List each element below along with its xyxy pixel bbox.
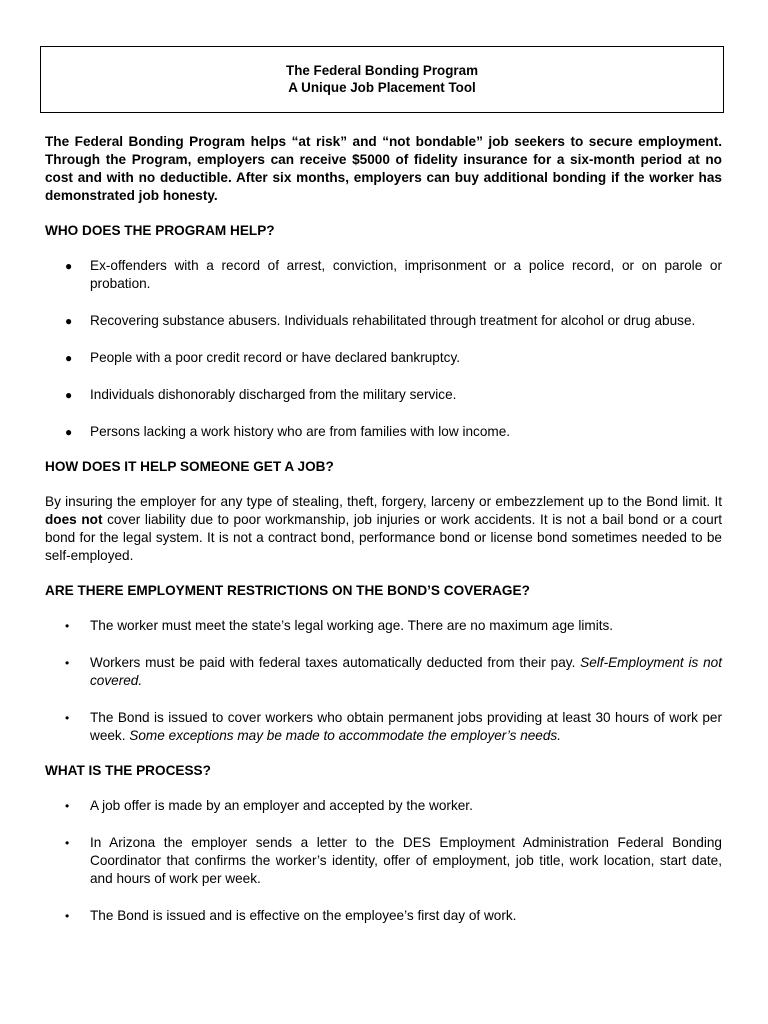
bullet-icon: ● — [65, 351, 73, 365]
bullet-icon: ● — [65, 425, 73, 439]
document-body — [45, 133, 722, 925]
list-item: • The Bond is issued to cover workers who obtain permanent jobs providing at least 30 hours of work per week. Some exceptions may be made to accommodate the employer’s needs. — [65, 710, 722, 743]
process-list — [45, 797, 722, 925]
list-item: ● Persons lacking a work history who are from families with low income. — [65, 424, 511, 439]
intro-paragraph: The Federal Bonding Program helps “at risk” and “not bondable” job seekers to secure employment. Through the Program, employers can receive $5000 of fidelity insurance for a six-month period at no cost and with no deductible. After six months, employers can buy additional bonding if the worker has demonstrated job honesty. — [45, 134, 722, 203]
how-paragraph: By insuring the employer for any type of stealing, theft, forgery, larceny or embezzlement up to the Bond limit. It does not cover liability due to poor workmanship, job injuries or work accidents. It is not a bail bond or a court bond for the legal system. It is not a contract bond, performance bond or license bond sometimes needed to be self-employed. — [45, 494, 722, 563]
bullet-icon: ● — [65, 314, 73, 328]
bullet-icon: • — [65, 711, 70, 725]
list-item: • Workers must be paid with federal taxes automatically deducted from their pay. Self-Employment is not covered. — [65, 655, 722, 688]
document-title: The Federal Bonding Program — [286, 63, 478, 78]
list-item: ● Ex-offenders with a record of arrest, conviction, imprisonment or a police record, or on parole or probation. — [65, 258, 722, 291]
bullet-icon: • — [65, 619, 70, 633]
bullet-icon: • — [65, 836, 70, 850]
document-subtitle: A Unique Job Placement Tool — [288, 80, 476, 95]
list-item: • A job offer is made by an employer and accepted by the worker. — [65, 798, 473, 813]
bullet-icon: • — [65, 909, 70, 923]
restrictions-list — [45, 617, 722, 745]
bullet-icon: • — [65, 799, 70, 813]
list-item: • In Arizona the employer sends a letter to the DES Employment Administration Federal Bonding Coordinator that confirms the worker’s identity, offer of employment, job title, work location, start date, and hours of work per week. — [65, 835, 722, 886]
section-heading-how: HOW DOES IT HELP SOMEONE GET A JOB? — [45, 459, 334, 474]
bullet-icon: ● — [65, 388, 73, 402]
list-item: ● Recovering substance abusers. Individuals rehabilitated through treatment for alcohol or drug abuse. — [65, 313, 696, 328]
emphasis-text: does not — [45, 512, 103, 527]
bullet-icon: ● — [65, 259, 73, 273]
who-list — [45, 257, 722, 441]
section-heading-who: WHO DOES THE PROGRAM HELP? — [45, 223, 275, 238]
list-item: • The worker must meet the state’s legal working age. There are no maximum age limits. — [65, 618, 614, 633]
list-item: ● People with a poor credit record or have declared bankruptcy. — [65, 350, 461, 365]
section-heading-restrictions: ARE THERE EMPLOYMENT RESTRICTIONS ON THE BOND’S COVERAGE? — [45, 583, 530, 598]
list-item: ● Individuals dishonorably discharged from the military service. — [65, 387, 457, 402]
bullet-icon: • — [65, 656, 70, 670]
title-box — [40, 46, 724, 113]
list-item: • The Bond is issued and is effective on the employee’s first day of work. — [65, 908, 517, 923]
section-heading-process: WHAT IS THE PROCESS? — [45, 763, 211, 778]
